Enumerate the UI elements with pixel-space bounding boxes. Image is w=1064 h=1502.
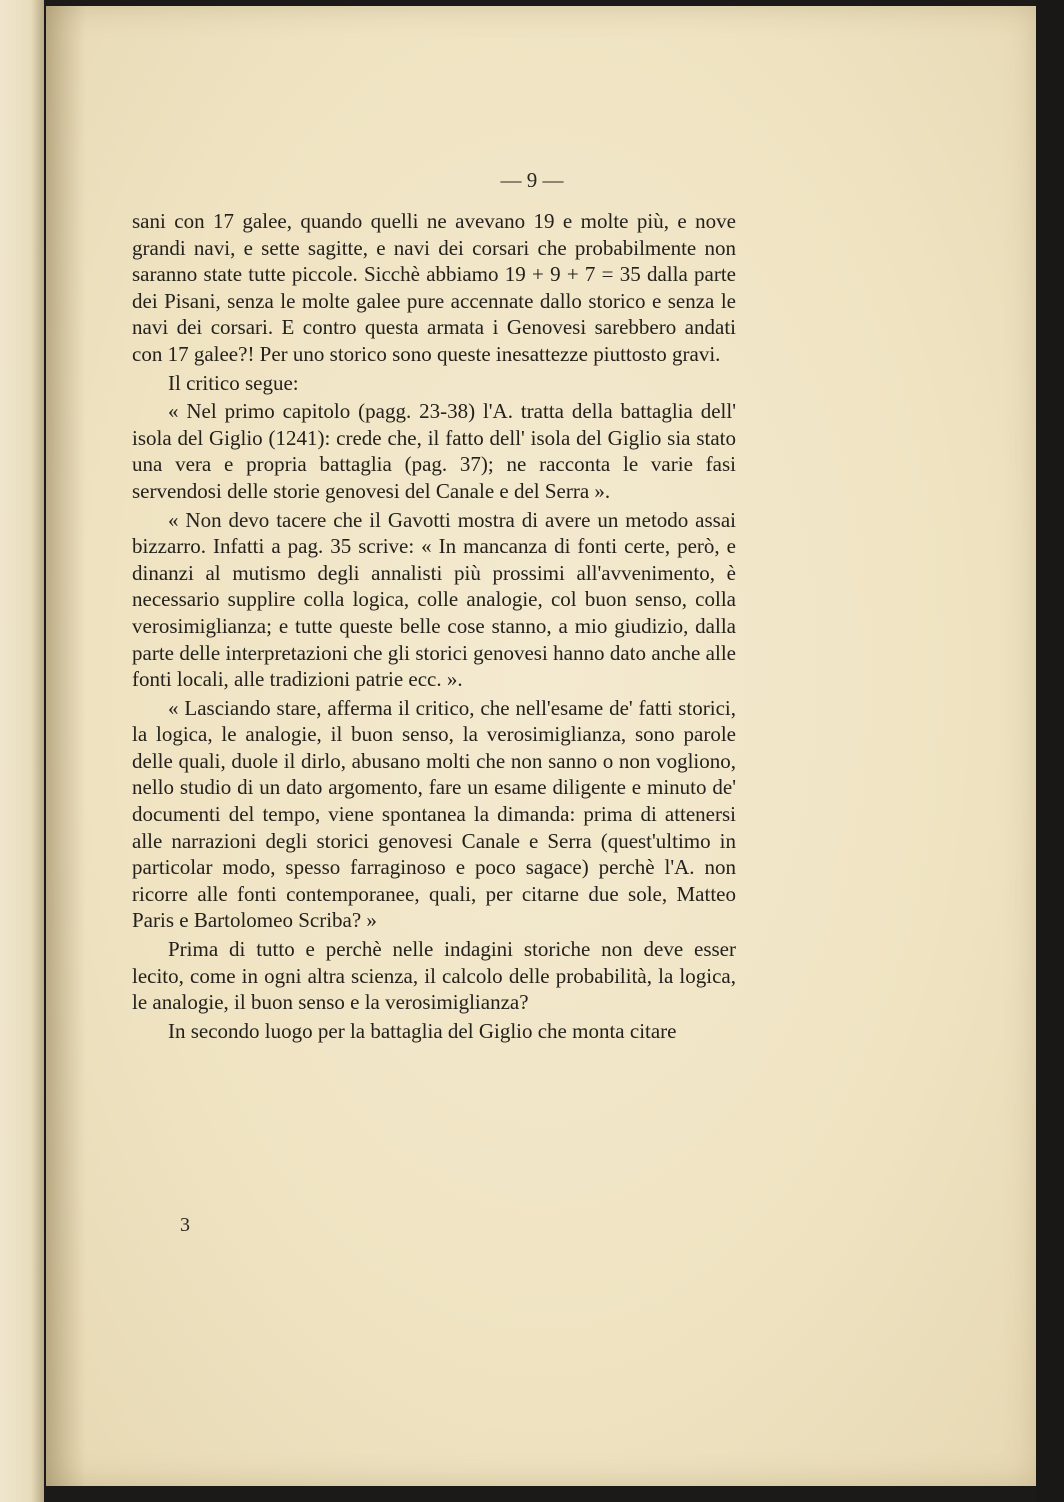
paragraph-3: « Nel primo capitolo (pagg. 23-38) l'A. tratta della battaglia dell' isola del Giglio (1241): crede che, il fatto dell' isola del Giglio sia stato una vera e propria battaglia (pag. 37); ne racconta le varie fasi servendosi delle storie genovesi del Canale e del Serra ».: [132, 399, 736, 503]
paragraph-2: Il critico segue:: [168, 370, 299, 395]
paragraph-6: Prima di tutto e perchè nelle indagini storiche non deve esser lecito, come in ogni altra scienza, il calcolo delle probabilità, la logica, le analogie, il buon senso e la verosimiglianza?: [132, 937, 736, 1015]
scan-right-edge: [1036, 0, 1064, 1502]
signature-mark: 3: [180, 1214, 190, 1236]
facing-page-edge: [0, 0, 44, 1502]
paragraph-4: « Non devo tacere che il Gavotti mostra di avere un metodo assai bizzarro. Infatti a pag. 35 scrive: « In mancanza di fonti certe, però, e dinanzi al mutismo degli annalisti più prossimi all'avvenimento, è necessario supplire colla logica, colle analogie, col buon senso, colla verosimiglianza; e tutte queste belle cose stanno, a mio giudizio, dalla parte delle interpretazioni che gli storici genovesi hanno dato anche alle fonti locali, alle tradizioni patrie ecc. ».: [132, 507, 736, 692]
page-number-header: — 9 —: [500, 168, 564, 192]
body-text: [132, 208, 736, 1044]
paragraph-5: « Lasciando stare, afferma il critico, che nell'esame de' fatti storici, la logica, le analogie, il buon senso, la verosimiglianza, sono parole delle quali, duole il dirlo, abusano molti che non sanno o non vogliono, nello studio di un dato argomento, fare un esame diligente e minuto de' documenti del tempo, viene spontanea la dimanda: prima di attenersi alle narrazioni degli storici genovesi Canale e Serra (quest'ultimo in particolar modo, spesso farraginoso e poco sagace) perchè l'A. non ricorre alle fonti contemporanee, quali, per citarne due sole, Matteo Paris e Bartolomeo Scriba? »: [132, 695, 736, 933]
page-gutter-shadow: [46, 6, 86, 1486]
paragraph-7: In secondo luogo per la battaglia del Giglio che monta citare: [168, 1018, 677, 1043]
paragraph-1: sani con 17 galee, quando quelli ne avevano 19 e molte più, e nove grandi navi, e sette sagitte, e navi dei corsari che probabilmente non saranno state tutte piccole. Sicchè abbiamo 19 + 9 + 7 = 35 dalla parte dei Pisani, senza le molte galee pure accennate dallo storico e senza le navi dei corsari. E contro questa armata i Genovesi sarebbero andati con 17 galee?! Per uno storico sono queste inesattezze piuttosto gravi.: [132, 209, 736, 366]
